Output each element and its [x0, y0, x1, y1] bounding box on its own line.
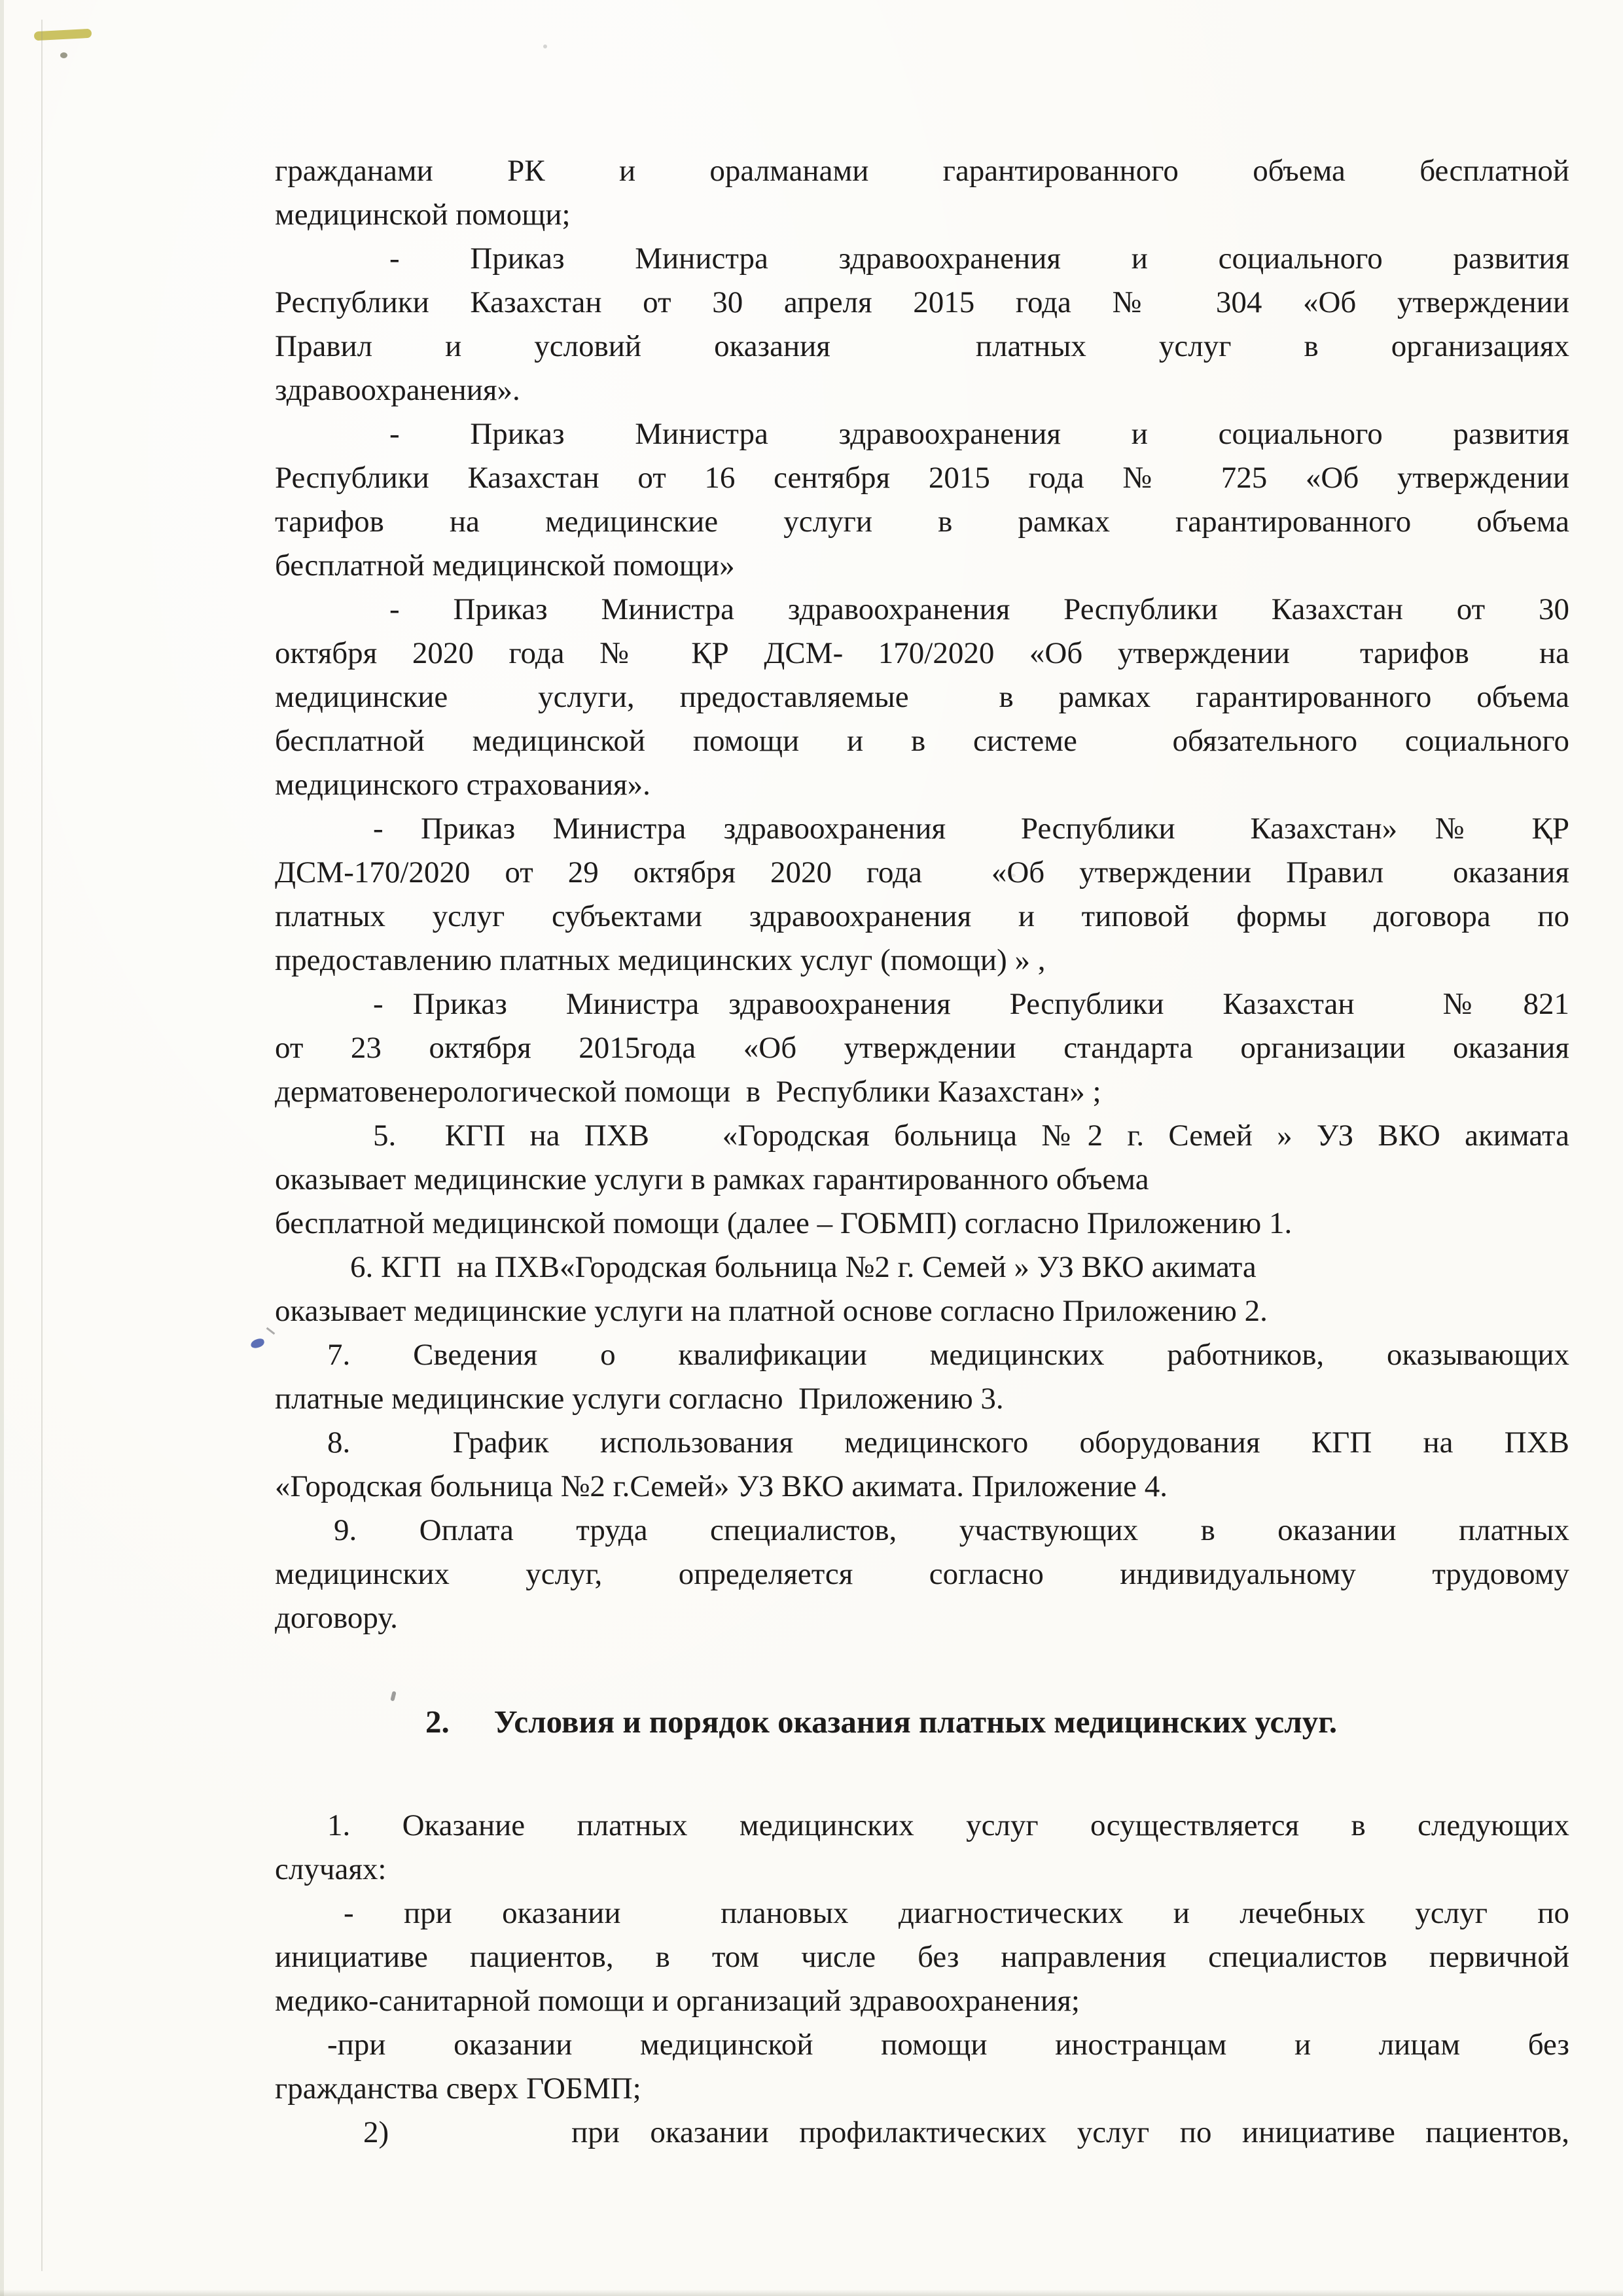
scan-speck	[1011, 874, 1016, 877]
text-line: 9. Оплата труда специалистов, участвующих в оказании платных	[334, 1513, 1569, 1547]
text-line: Республики Казахстан от 30 апреля 2015 года № 304 «Об утверждении	[275, 285, 1569, 319]
text-line: -при оказании медицинской помощи иностранцам и лицам без	[327, 2028, 1569, 2062]
text-line: медицинских услуг, определяется согласно индивидуальному трудовому	[275, 1557, 1569, 1591]
page-bottom-edge-shade	[0, 2289, 1623, 2296]
section-heading-title: Условия и порядок оказания платных медицинских услуг.	[493, 1704, 1338, 1740]
text-line: 8. График использования медицинского оборудования КГП на ПХВ	[327, 1426, 1569, 1460]
text-line: платных услуг субъектами здравоохранения и типовой формы договора по	[275, 899, 1569, 933]
text-line: платные медицинские услуги согласно Приложению 3.	[275, 1382, 1004, 1416]
ink-mark	[250, 1338, 266, 1350]
text-line: бесплатной медицинской помощи»	[275, 548, 735, 583]
document-text-block-lower	[275, 1804, 1569, 2155]
text-line: оказывает медицинские услуги в рамках гарантированного объема	[275, 1162, 1149, 1196]
text-line: бесплатной медицинской помощи (далее – ГОБМП) согласно Приложению 1.	[275, 1206, 1293, 1240]
text-line: инициативе пациентов, в том числе без направления специалистов первичной	[275, 1940, 1569, 1974]
text-line: Республики Казахстан от 16 сентября 2015 года № 725 «Об утверждении	[275, 461, 1569, 495]
text-line: оказывает медицинские услуги на платной основе согласно Приложению 2.	[275, 1294, 1268, 1328]
text-line: здравоохранения».	[275, 373, 520, 407]
text-line: бесплатной медицинской помощи и в системе обязательного социального	[275, 724, 1569, 758]
text-line: медико-санитарной помощи и организаций здравоохранения;	[275, 1984, 1080, 2018]
text-line: предоставлению платных медицинских услуг (помощи) » ,	[275, 943, 1046, 977]
text-line: 6. КГП на ПХВ«Городская больница №2 г. Семей » УЗ ВКО акимата	[350, 1250, 1257, 1284]
text-line: - при оказании плановых диагностических и лечебных услуг по	[344, 1896, 1569, 1930]
section-heading	[275, 1699, 1569, 1745]
text-line: гражданами РК и оралманами гарантированного объема бесплатной	[275, 154, 1569, 188]
text-line: - Приказ Министра здравоохранения Республики Казахстан № 821	[373, 987, 1569, 1021]
text-line: Правил и условий оказания платных услуг в организациях	[275, 329, 1569, 363]
text-line: - Приказ Министра здравоохранения Республики Казахстан от 30	[389, 592, 1569, 626]
text-line: - Приказ Министра здравоохранения и социального развития	[389, 417, 1569, 451]
scan-speck	[543, 45, 547, 48]
document-text-block-upper	[275, 149, 1569, 1640]
text-line: медицинского страхования».	[275, 768, 651, 802]
page-left-edge-shade	[0, 0, 4, 2296]
section-heading-number: 2.	[425, 1704, 450, 1740]
ink-mark-tail	[266, 1327, 276, 1335]
text-line: тарифов на медицинские услуги в рамках гарантированного объема	[275, 505, 1569, 539]
text-line: от 23 октября 2015года «Об утверждении стандарта организации оказания	[275, 1031, 1569, 1065]
text-line: октября 2020 года № ҚР ДСМ- 170/2020 «Об утверждении тарифов на	[275, 636, 1569, 670]
scanner-streak-line	[41, 20, 43, 2271]
text-line: «Городская больница №2 г.Семей» УЗ ВКО акимата. Приложение 4.	[275, 1469, 1168, 1503]
text-line: договору.	[275, 1601, 398, 1635]
text-line: 7. Сведения о квалификации медицинских работников, оказывающих	[327, 1338, 1569, 1372]
text-line: - Приказ Министра здравоохранения Республики Казахстан» № ҚР	[373, 812, 1569, 846]
text-line: случаях:	[275, 1852, 387, 1886]
text-line: 1. Оказание платных медицинских услуг осуществляется в следующих	[327, 1808, 1569, 1842]
text-line: гражданства сверх ГОБМП;	[275, 2072, 641, 2106]
text-line: 2) при оказании профилактических услуг по инициативе пациентов,	[363, 2115, 1569, 2149]
text-line: медицинские услуги, предоставляемые в рамках гарантированного объема	[275, 680, 1569, 714]
text-line: медицинской помощи;	[275, 198, 571, 232]
text-line: ДСМ-170/2020 от 29 октября 2020 года «Об утверждении Правил оказания	[275, 855, 1569, 889]
text-line: - Приказ Министра здравоохранения и социального развития	[389, 242, 1569, 276]
scan-smudge-dot	[60, 52, 67, 58]
text-line: 5. КГП на ПХВ «Городская больница №2 г. Семей » УЗ ВКО акимата	[373, 1119, 1569, 1153]
text-line: дерматовенерологической помощи в Республики Казахстан» ;	[275, 1075, 1101, 1109]
